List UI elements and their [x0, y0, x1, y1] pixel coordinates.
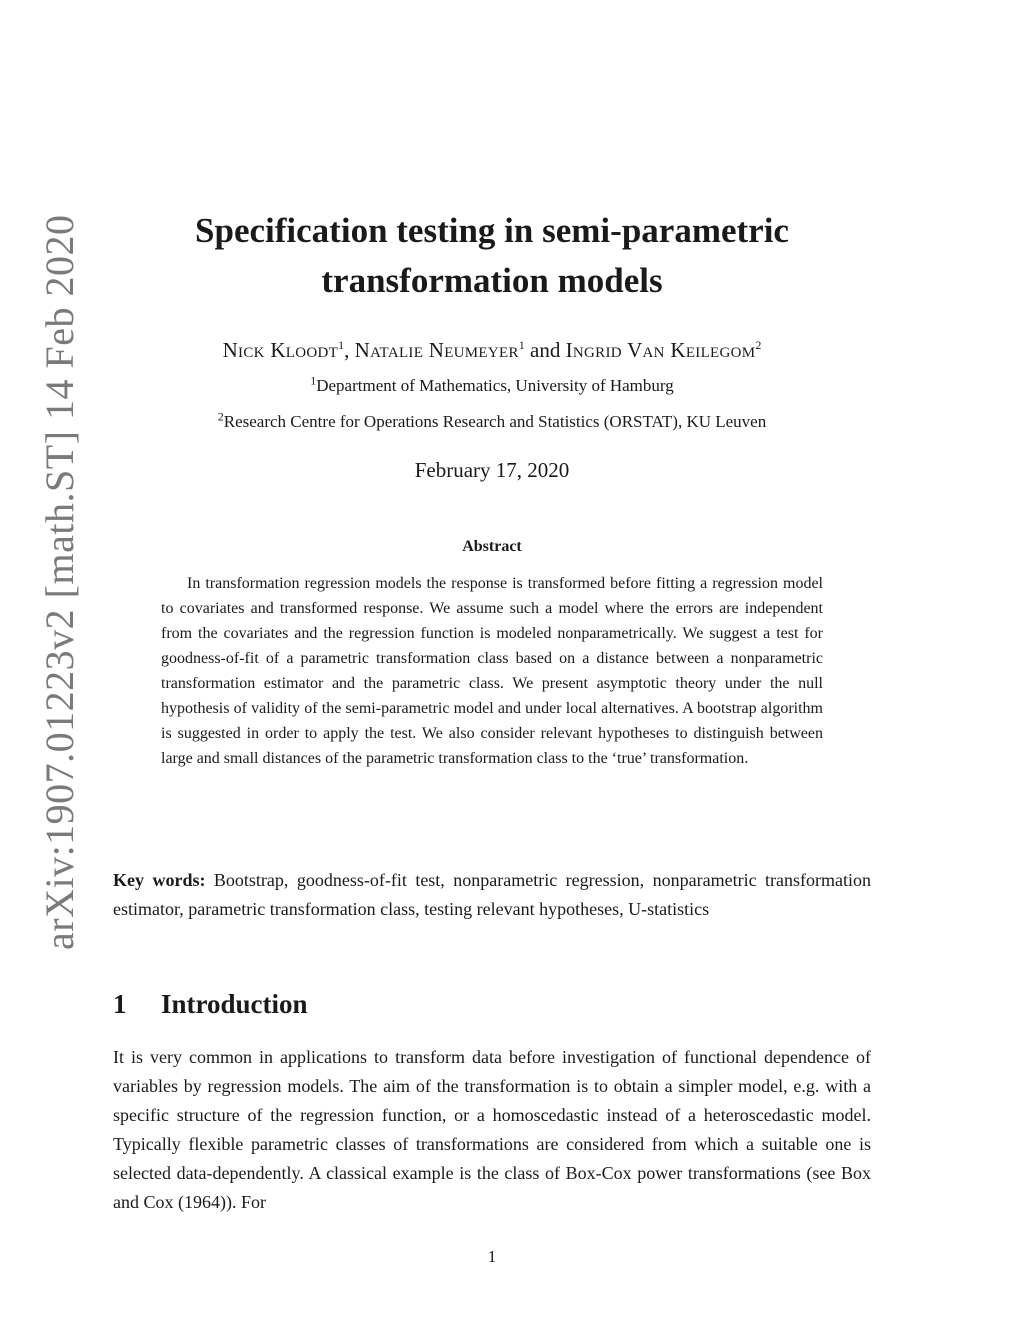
author-line [112, 336, 872, 364]
author-conjunction: and [524, 338, 566, 362]
affiliation-1 [112, 375, 872, 397]
affiliation-mark: 2 [217, 409, 224, 424]
affiliation-text: Department of Mathematics, University of Hamburg [316, 376, 674, 395]
abstract-heading: Abstract [462, 538, 522, 555]
author-separator: , [344, 338, 355, 362]
affiliation-mark: 1 [310, 373, 317, 388]
keywords-paragraph [113, 866, 871, 924]
author-affiliation-mark: 1 [518, 338, 525, 352]
page-number: 1 [487, 1247, 497, 1266]
author-name: Ingrid Van Keilegom [565, 338, 756, 362]
paper-title: Specification testing in semi-parametric transformation models [195, 211, 789, 300]
section-heading [113, 986, 308, 1022]
introduction-text: It is very common in applications to transform data before investigation of functional dependence of variables by regression models. The aim of the transformation is to obtain a simpler model, e.g. with a specific structure of the regression function, or a homoscedastic instead of a heteroscedastic model. Typically flexible parametric classes of transformations are considered from which a suitable one is selected data-dependently. A classical example is the class of Box-Cox power transformations (see Box and Cox (1964)). For [113, 1047, 871, 1212]
arxiv-identifier-stamp: arXiv:1907.01223v2 [math.ST] 14 Feb 2020 [37, 214, 82, 950]
author-affiliation-mark: 2 [755, 338, 762, 352]
abstract-text: In transformation regression models the response is transformed before fitting a regression model to covariates and transformed response. We assume such a model where the errors are independent from the covariates and the regression function is modeled nonparametrically. We suggest a test for goodness-of-fit of a parametric transformation class based on a distance between a nonparametric transformation estimator and the parametric class. We present asymptotic theory under the null hypothesis of validity of the semi-parametric model and under local alternatives. A bootstrap algorithm is suggested in order to apply the test. We also consider relevant hypotheses to distinguish between large and small distances of the parametric transformation class to the ‘true’ transformation. [161, 575, 823, 767]
keywords-label: Key words: [113, 870, 206, 890]
section-title: Introduction [161, 989, 308, 1019]
affiliation-text: Research Centre for Operations Research and Statistics (ORSTAT), KU Leuven [223, 412, 767, 431]
author-name: Nick Kloodt [222, 338, 339, 362]
affiliation-2 [112, 411, 872, 433]
publication-date: February 17, 2020 [414, 458, 570, 482]
keywords-text: Bootstrap, goodness-of-fit test, nonparametric regression, nonparametric transformation estimator, parametric transformation class, testing relevant hypotheses, U-statistics [113, 870, 871, 919]
author-affiliation-mark: 1 [338, 338, 345, 352]
section-number: 1 [113, 989, 127, 1019]
author-name: Natalie Neumeyer [354, 338, 519, 362]
